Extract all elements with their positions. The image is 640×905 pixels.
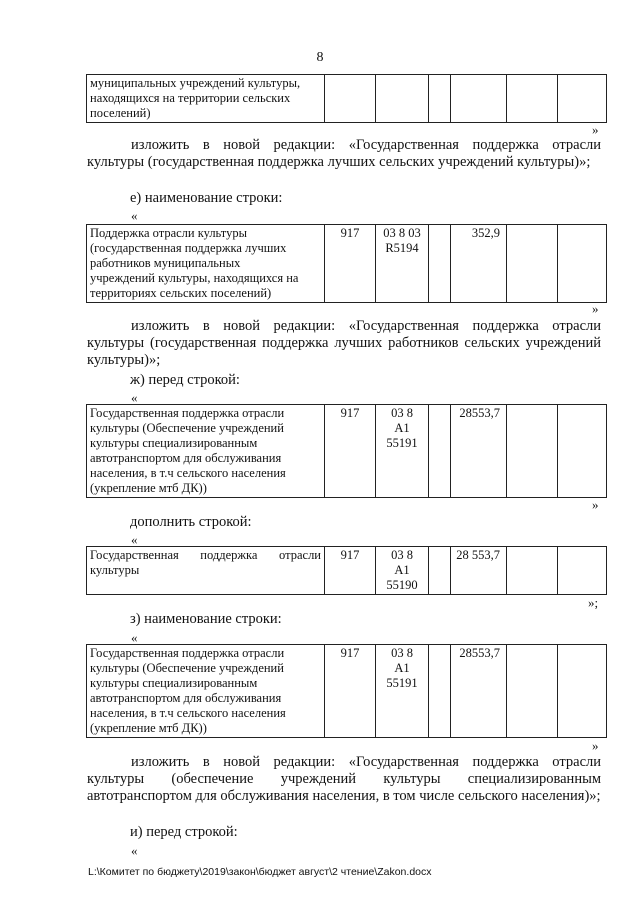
table-row-z bbox=[86, 644, 607, 738]
section-line: 03 8 bbox=[391, 548, 413, 562]
closing-quote: » bbox=[592, 497, 599, 512]
empty-cell bbox=[507, 225, 558, 303]
row-name-line: культуры (Обеспечение учреждений bbox=[90, 661, 284, 675]
empty-cell bbox=[429, 645, 451, 738]
empty-cell bbox=[558, 405, 607, 498]
section-line: 03 8 03 bbox=[383, 226, 421, 240]
footer-file-path: L:\Комитет по бюджету\2019\закон\бюджет август\2 чтение\Zakon.docx bbox=[88, 866, 432, 878]
row-name-line: (укрепление мтб ДК)) bbox=[90, 721, 207, 735]
code-cell: 917 bbox=[325, 225, 376, 303]
section-cell bbox=[376, 405, 429, 498]
section-cell bbox=[376, 225, 429, 303]
row-name-line: работников муниципальных bbox=[90, 256, 241, 270]
closing-quote: » bbox=[592, 301, 599, 316]
empty-cell bbox=[558, 75, 607, 123]
opening-quote: « bbox=[131, 208, 138, 223]
row-name-line: населения, в т.ч сельского населения bbox=[90, 706, 286, 720]
empty-cell bbox=[507, 405, 558, 498]
row-name-line: автотранспортом для обслуживания bbox=[90, 691, 282, 705]
section-cell bbox=[376, 645, 429, 738]
paragraph-text: изложить в новой редакции: «Государственная поддержка отрасли культуры (обеспечение учреждений культуры специализированным автотранспортом для обслуживания населения, в том числе сельского населения)»; bbox=[87, 754, 601, 804]
paragraph-text: изложить в новой редакции: «Государственная поддержка отрасли культуры (государственная поддержка лучших работников сельских учреждений культуры)»; bbox=[87, 318, 601, 368]
row-name-line: Государственная поддержка отрасли bbox=[90, 646, 285, 660]
row-name-cell bbox=[87, 225, 325, 303]
table-row-e bbox=[86, 224, 607, 303]
empty-cell bbox=[558, 645, 607, 738]
row-name-cell bbox=[87, 645, 325, 738]
closing-quote: » bbox=[592, 122, 599, 137]
label-zh: ж) перед строкой: bbox=[130, 372, 240, 388]
amount-cell bbox=[451, 75, 507, 123]
table-row bbox=[87, 75, 607, 123]
empty-cell bbox=[507, 75, 558, 123]
row-name-line: территориях сельских поселений) bbox=[90, 286, 272, 300]
opening-quote: « bbox=[131, 843, 138, 858]
row-name-line: культуры специализированным bbox=[90, 676, 258, 690]
row-name-cell bbox=[87, 405, 325, 498]
row-name-line: автотранспортом для обслуживания bbox=[90, 451, 282, 465]
amount-cell: 352,9 bbox=[451, 225, 507, 303]
row-name-cell bbox=[87, 75, 325, 123]
empty-cell bbox=[429, 75, 451, 123]
empty-cell bbox=[558, 547, 607, 595]
empty-cell bbox=[429, 405, 451, 498]
empty-cell bbox=[429, 547, 451, 595]
table-row bbox=[87, 225, 607, 303]
row-name-line: муниципальных учреждений культуры, bbox=[90, 76, 301, 90]
section-line: 55190 bbox=[386, 578, 418, 592]
empty-cell bbox=[507, 645, 558, 738]
closing-quote: »; bbox=[588, 595, 599, 610]
code-cell: 917 bbox=[325, 405, 376, 498]
table-row-zh bbox=[86, 404, 607, 498]
opening-quote: « bbox=[131, 630, 138, 645]
row-name-line: культуры специализированным bbox=[90, 436, 258, 450]
row-name-line: Государственная поддержка отрасли bbox=[90, 406, 285, 420]
row-name-line: Поддержка отрасли культуры bbox=[90, 226, 247, 240]
row-name-line: учреждений культуры, находящихся на bbox=[90, 271, 299, 285]
row-name-line: населения, в т.ч сельского населения bbox=[90, 466, 286, 480]
amount-cell: 28 553,7 bbox=[451, 547, 507, 595]
section-line: 03 8 bbox=[391, 406, 413, 420]
row-name-line: культуры (Обеспечение учреждений bbox=[90, 421, 284, 435]
amount-cell: 28553,7 bbox=[451, 645, 507, 738]
row-name-line: находящихся на территории сельских bbox=[90, 91, 291, 105]
section-cell bbox=[376, 547, 429, 595]
table-continuation bbox=[86, 74, 607, 123]
page-number: 8 bbox=[316, 50, 324, 65]
section-line: A1 bbox=[394, 661, 410, 675]
opening-quote: « bbox=[131, 390, 138, 405]
code-cell bbox=[325, 75, 376, 123]
row-name-line: (государственная поддержка лучших bbox=[90, 241, 287, 255]
label-add: дополнить строкой: bbox=[130, 514, 252, 530]
empty-cell bbox=[429, 225, 451, 303]
row-name-cell bbox=[87, 547, 325, 595]
empty-cell bbox=[558, 225, 607, 303]
opening-quote: « bbox=[131, 532, 138, 547]
amount-cell: 28553,7 bbox=[451, 405, 507, 498]
closing-quote: » bbox=[592, 738, 599, 753]
code-cell: 917 bbox=[325, 645, 376, 738]
section-line: R5194 bbox=[385, 241, 419, 255]
row-name-line: культуры bbox=[90, 563, 140, 577]
code-cell: 917 bbox=[325, 547, 376, 595]
paragraph-amendment-1 bbox=[87, 137, 601, 171]
empty-cell bbox=[507, 547, 558, 595]
paragraph-amendment-3 bbox=[87, 754, 601, 805]
paragraph-text: изложить в новой редакции: «Государственная поддержка отрасли культуры (государственная поддержка лучших сельских учреждений культуры)»; bbox=[87, 137, 601, 170]
row-name-line: поселений) bbox=[90, 106, 151, 120]
section-line: 03 8 bbox=[391, 646, 413, 660]
section-line: A1 bbox=[394, 421, 410, 435]
table-row bbox=[87, 645, 607, 738]
label-z: з) наименование строки: bbox=[130, 611, 282, 627]
label-e: е) наименование строки: bbox=[130, 190, 283, 206]
section-line: 55191 bbox=[386, 436, 418, 450]
row-name-line: Государственная поддержка отрасли bbox=[90, 548, 321, 562]
label-i: и) перед строкой: bbox=[130, 824, 238, 840]
row-name-line: (укрепление мтб ДК)) bbox=[90, 481, 207, 495]
section-line: A1 bbox=[394, 563, 410, 577]
section-line: 55191 bbox=[386, 676, 418, 690]
paragraph-amendment-2 bbox=[87, 318, 601, 369]
table-row-add bbox=[86, 546, 607, 595]
table-row bbox=[87, 405, 607, 498]
table-row bbox=[87, 547, 607, 595]
section-cell bbox=[376, 75, 429, 123]
